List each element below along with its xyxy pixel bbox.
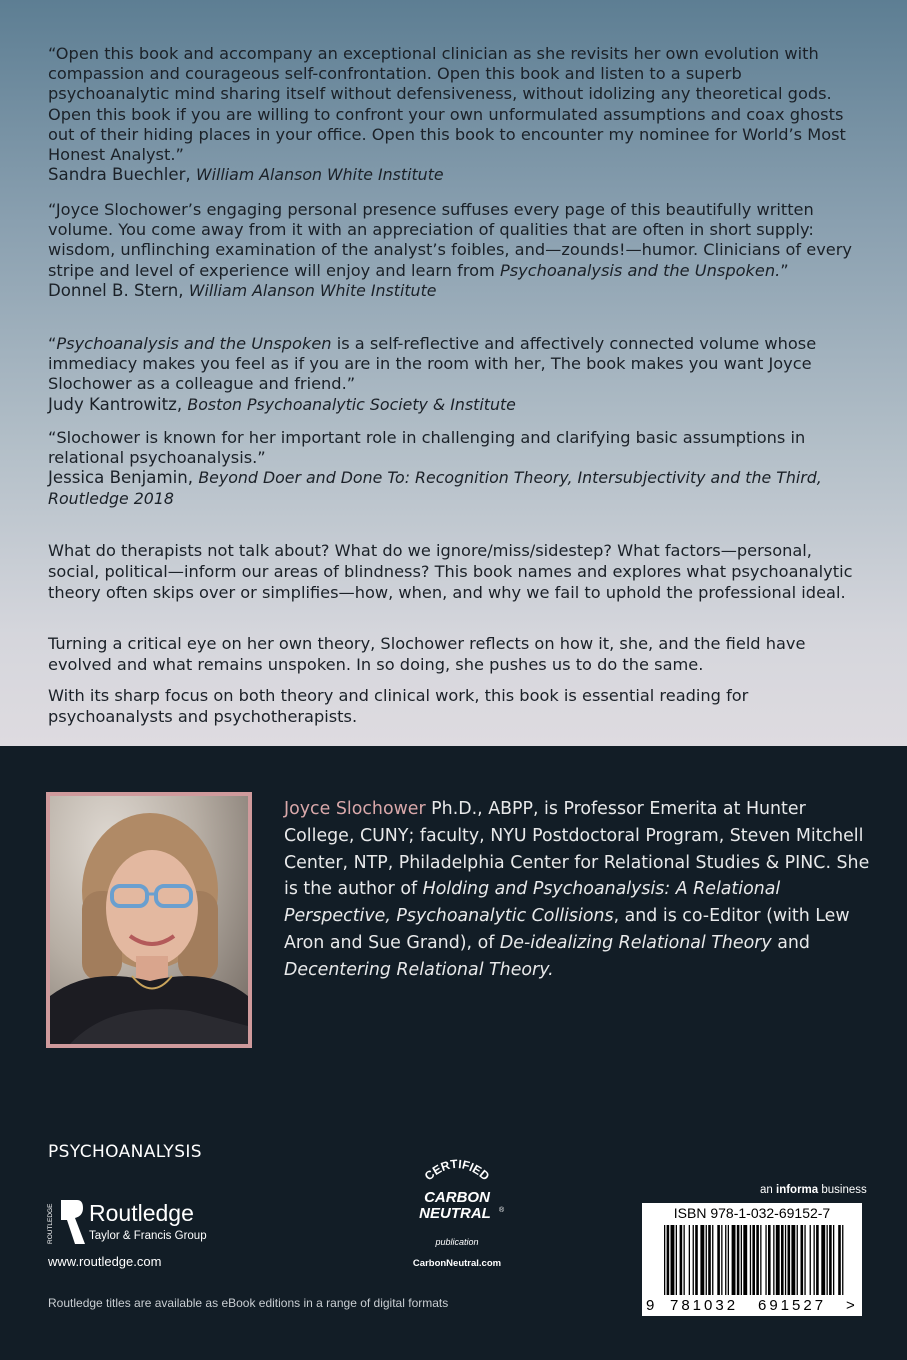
carbon-url: CarbonNeutral.com xyxy=(412,1258,502,1269)
quote-text: “Open this book and accompany an exceptional clinician as she revisits her own evolution with compassion and courageous self-confrontation. Open this book and listen to a superb psychoanalytic mind sharing itself without defensiveness, without idolizing any theoretical gods. Open this book if you are willing to confront your own unformulated assumptions and coax ghosts out of their hiding places in your office. Open this book to encounter my nominee for World’s Most Honest Analyst.” xyxy=(48,44,846,165)
barcode-bar xyxy=(750,1225,751,1295)
barcode-bar xyxy=(717,1225,720,1295)
barcode-bar xyxy=(788,1225,791,1295)
quote-attribution xyxy=(48,165,863,186)
barcode-bar xyxy=(765,1225,766,1295)
barcode-arrow: > xyxy=(846,1297,855,1314)
informa-business-note xyxy=(760,1184,867,1196)
barcode-bar xyxy=(781,1225,784,1295)
barcode-bar xyxy=(814,1225,815,1295)
bio-book-title: Holding and Psychoanalysis: A Relational Perspective, Psychoanalytic Collisions xyxy=(284,879,781,927)
barcode-bars xyxy=(642,1203,862,1298)
quote-text-part: ” xyxy=(780,260,789,280)
routledge-r-icon xyxy=(47,1198,87,1248)
isbn-text: ISBN 978-1-032-69152-7 xyxy=(673,1205,831,1221)
carbon-publication: publication xyxy=(435,1237,479,1247)
bio-book-title: De-idealizing Relational Theory xyxy=(499,932,772,953)
quote-affiliation: Boston Psychoanalytic Society & Institute xyxy=(187,394,516,414)
barcode-bar xyxy=(708,1225,711,1295)
registered-mark: ® xyxy=(499,1207,505,1214)
barcode-bar xyxy=(760,1225,761,1295)
barcode-bar xyxy=(827,1225,828,1295)
barcode-bar xyxy=(842,1225,843,1295)
barcode-bar xyxy=(797,1225,798,1295)
author-portrait-illustration xyxy=(50,796,248,1044)
quote-book-title: Psychoanalysis and the Unspoken xyxy=(56,334,332,353)
barcode-bar xyxy=(804,1225,805,1295)
barcode-bar xyxy=(741,1225,742,1295)
category-label: PSYCHOANALYSIS xyxy=(48,1142,203,1162)
quote-attribution xyxy=(48,281,863,302)
quote-text-part: is a self-reflective and affectively connected volume whose immediacy makes you feel as if you are in the room with her, The book makes you want Joyce Slochower as a colleague and friend.” xyxy=(48,334,817,394)
barcode-bar xyxy=(743,1225,747,1295)
carbon-certified: CERTIFIED xyxy=(421,1156,493,1184)
isbn-barcode xyxy=(642,1203,862,1316)
barcode-bar xyxy=(785,1225,786,1295)
author-name: Joyce Slochower xyxy=(284,799,426,819)
barcode-bar xyxy=(737,1225,740,1295)
barcode-bar xyxy=(810,1225,811,1295)
barcode-bar xyxy=(664,1225,665,1295)
author-photo-frame xyxy=(46,792,252,1048)
endorsement-quote-2 xyxy=(48,200,863,301)
barcode-bar xyxy=(752,1225,755,1295)
bio-text: Ph.D., ABPP, is Professor Emerita at Hunter College, CUNY; faculty, NYU Postdoctoral Program, Steven Mitchell Center, NTP, Philadelphia Center for Relational Studies & PINC. She is the author of xyxy=(284,799,870,900)
author-bio xyxy=(284,796,874,984)
quote-author: Donnel B. Stern, xyxy=(48,280,184,300)
quote-author: Sandra Buechler, xyxy=(48,165,191,185)
quote-affiliation: Beyond Doer and Done To: Recognition Theory, Intersubjectivity and the Third, Routledge 2018 xyxy=(48,468,822,508)
barcode-bar xyxy=(676,1225,677,1295)
barcode-bar xyxy=(721,1225,722,1295)
barcode-bar xyxy=(773,1225,774,1295)
author-photo xyxy=(50,796,248,1044)
barcode-bar xyxy=(693,1225,694,1295)
blurb-paragraph-2: Turning a critical eye on her own theory, Slochower reflects on how it, she, and the field have evolved and what remains unspoken. In so doing, she pushes us to do the same. xyxy=(48,634,806,675)
endorsement-quote-1 xyxy=(48,44,863,186)
barcode-bar xyxy=(756,1225,759,1295)
quote-attribution xyxy=(48,468,863,509)
barcode-bar xyxy=(821,1225,825,1295)
endorsement-quote-3 xyxy=(48,334,863,415)
barcode-bar xyxy=(680,1225,683,1295)
quote-text xyxy=(48,334,863,395)
quote-affiliation: William Alanson White Institute xyxy=(195,165,444,185)
barcode-bar xyxy=(791,1225,795,1295)
quote-text: “Slochower is known for her important role in challenging and clarifying basic assumptions in relational psychoanalysis.” xyxy=(48,428,806,468)
barcode-bar xyxy=(801,1225,804,1295)
bio-book-title: Decentering Relational Theory. xyxy=(284,959,554,980)
quote-attribution xyxy=(48,395,863,416)
quote-author: Judy Kantrowitz, xyxy=(48,394,183,414)
bio-text: , and is co-Editor (with Lew Aron and Sue Grand), of xyxy=(284,906,850,953)
neutral-word: NEUTRAL xyxy=(419,1205,491,1222)
quote-book-title: Psychoanalysis and the Unspoken. xyxy=(499,260,781,280)
barcode-bar xyxy=(732,1225,736,1295)
quote-author: Jessica Benjamin, xyxy=(48,468,194,488)
barcode-bar xyxy=(700,1225,704,1295)
barcode-bar xyxy=(833,1225,834,1295)
barcode-bar xyxy=(667,1225,670,1295)
barcode-bar xyxy=(829,1225,832,1295)
carbon-neutral-logo xyxy=(402,1150,512,1275)
barcode-first-digit: 9 xyxy=(646,1297,655,1314)
quote-affiliation: William Alanson White Institute xyxy=(188,280,437,300)
publisher-logo xyxy=(47,1198,237,1248)
barcode-bar xyxy=(695,1225,698,1295)
barcode-bar xyxy=(706,1225,707,1295)
svg-text:CERTIFIED xyxy=(422,1157,493,1184)
publisher-url: www.routledge.com xyxy=(48,1254,162,1269)
barcode-bar xyxy=(684,1225,685,1295)
carbon-neutral-badge xyxy=(402,1150,512,1275)
ebook-note: Routledge titles are available as eBook editions in a range of digital formats xyxy=(48,1296,449,1310)
bio-text: and xyxy=(771,932,810,953)
barcode-bar xyxy=(768,1225,771,1295)
informa-pre: an xyxy=(760,1184,776,1196)
barcode-group-2: 691527 xyxy=(758,1297,827,1314)
barcode-bar xyxy=(776,1225,780,1295)
barcode-bar xyxy=(838,1225,841,1295)
barcode-bar xyxy=(725,1225,726,1295)
quote-text-part: “Joyce Slochower’s engaging personal presence suffuses every page of this beautifully written volume. You come away from it with an appreciation of qualities that are often in short supply: wisdom, unflinching examination of the analyst’s foibles, and—zounds!—humor. Clinicians of every stripe and level of experience will enjoy and learn from xyxy=(48,200,852,280)
barcode-bar xyxy=(689,1225,690,1295)
endorsement-quote-4 xyxy=(48,428,863,509)
barcode-group-1: 781032 xyxy=(670,1297,739,1314)
carbon-word: CARBON xyxy=(424,1189,490,1206)
routledge-vertical-mark: ROUTLEDGE xyxy=(47,1203,54,1244)
quote-text xyxy=(48,200,863,281)
publisher-name: Routledge xyxy=(89,1200,194,1226)
barcode-bar xyxy=(671,1225,675,1295)
informa-brand: informa xyxy=(776,1184,819,1196)
barcode-bar xyxy=(712,1225,713,1295)
barcode-bar xyxy=(728,1225,729,1295)
blurb-paragraph-1: What do therapists not talk about? What do we ignore/miss/sidestep? What factors—personal, social, political—inform our areas of blindness? This book names and explores what psychoanalytic theory often skips over or simplifies—how, when, and why we fail to uphold the professional ideal. xyxy=(48,541,853,603)
blurb-paragraph-3: With its sharp focus on both theory and clinical work, this book is essential reading for psychoanalysts and psychotherapists. xyxy=(48,686,749,727)
publisher-group: Taylor & Francis Group xyxy=(89,1230,207,1242)
informa-post: business xyxy=(818,1184,867,1196)
barcode-bar xyxy=(816,1225,819,1295)
quote-text-part: “ xyxy=(48,334,57,353)
